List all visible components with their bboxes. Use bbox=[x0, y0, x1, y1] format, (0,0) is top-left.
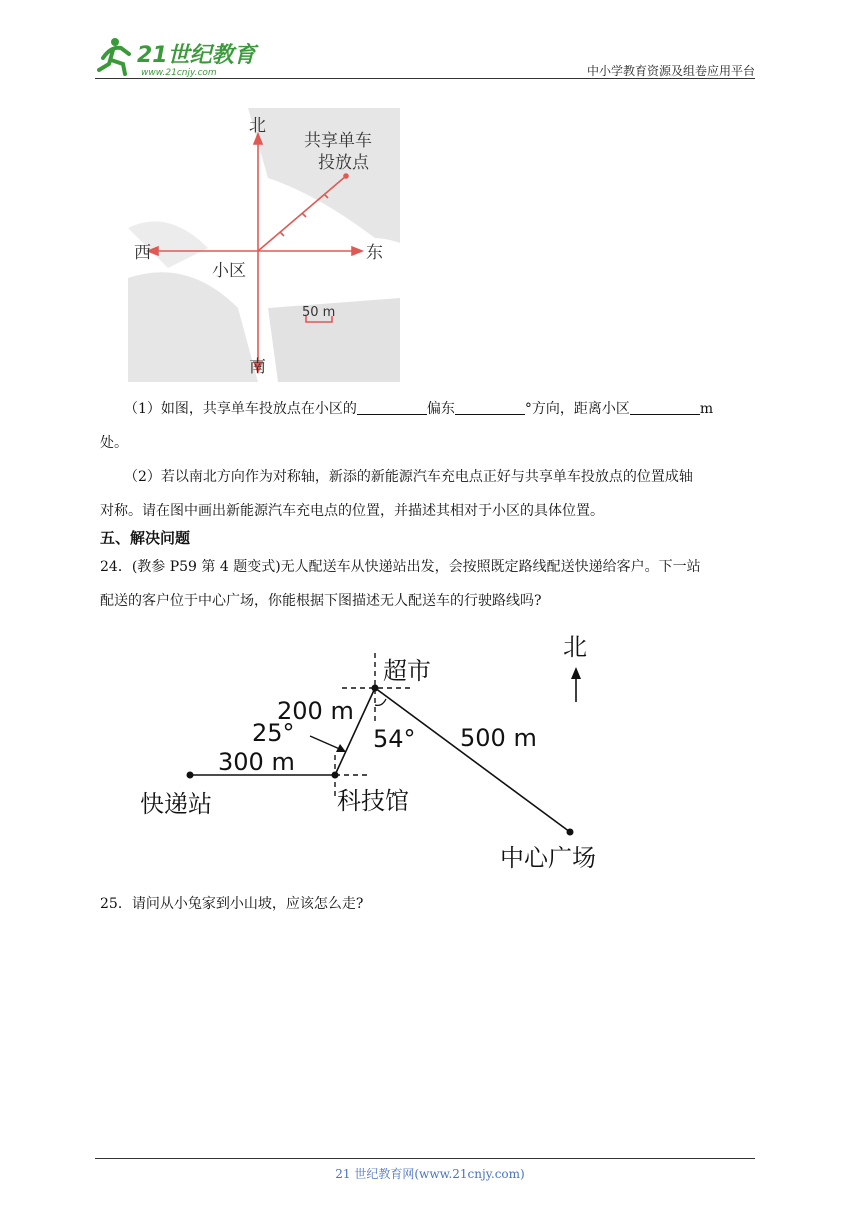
footer-link[interactable]: 21 世纪教育网(www.21cnjy.com) bbox=[335, 1167, 525, 1181]
point-plaza bbox=[567, 829, 574, 836]
figure-route-map bbox=[130, 625, 630, 875]
header-divider bbox=[95, 78, 755, 79]
label-center: 小区 bbox=[212, 261, 246, 281]
q25-text: 25．请问从小兔家到小山坡，应该怎么走? bbox=[100, 896, 364, 912]
label-plaza: 中心广场 bbox=[500, 844, 596, 872]
q24-line1: 24．(教参 P59 第 4 题变式)无人配送车从快递站出发，会按照既定路线配送快递给客户。下一站 bbox=[100, 559, 701, 575]
logo-sub-text: www.21cnjy.com bbox=[141, 68, 217, 78]
answer-blank-3[interactable] bbox=[630, 398, 700, 415]
label-north: 北 bbox=[563, 633, 587, 661]
header-platform-text: 中小学教育资源及组卷应用平台 bbox=[586, 64, 755, 78]
q23-part2-line1: （2）若以南北方向作为对称轴，新添的新能源汽车充电点正好与共享单车投放点的位置成轴 bbox=[124, 469, 693, 485]
logo bbox=[95, 34, 265, 78]
label-a1: 25° bbox=[252, 719, 295, 747]
label-d3: 500 m bbox=[460, 724, 537, 752]
label-d1: 300 m bbox=[218, 748, 295, 776]
q24-line2: 配送的客户位于中心广场，你能根据下图描述无人配送车的行驶路线吗? bbox=[100, 593, 542, 609]
label-express: 快递站 bbox=[140, 790, 212, 818]
label-east: 东 bbox=[366, 243, 383, 263]
label-south: 南 bbox=[249, 357, 266, 377]
label-scale: 50 m bbox=[302, 305, 336, 320]
footer-divider bbox=[95, 1158, 755, 1159]
answer-blank-2[interactable] bbox=[455, 398, 525, 415]
logo-main-text: 21世纪教育 bbox=[137, 43, 256, 68]
angle-pointer-25 bbox=[310, 736, 346, 752]
label-a2: 54° bbox=[373, 725, 416, 753]
label-market: 超市 bbox=[383, 657, 431, 685]
north-indicator-icon bbox=[571, 667, 581, 702]
label-target-line2: 投放点 bbox=[318, 153, 369, 173]
target-point bbox=[344, 174, 348, 178]
q23-part2-line2: 对称。请在图中画出新能源汽车充电点的位置，并描述其相对于小区的具体位置。 bbox=[100, 503, 604, 519]
page-header bbox=[95, 30, 755, 80]
label-north: 北 bbox=[249, 116, 266, 136]
point-market bbox=[372, 685, 379, 692]
point-express bbox=[187, 772, 194, 779]
point-tech bbox=[332, 772, 339, 779]
answer-blank-1[interactable] bbox=[357, 398, 427, 415]
label-west: 西 bbox=[134, 243, 151, 263]
angle-arc-54 bbox=[375, 699, 386, 705]
q23-part1: （1）如图，共享单车投放点在小区的 偏东 °方向，距离小区 m bbox=[100, 392, 760, 426]
label-tech: 科技馆 bbox=[337, 787, 409, 815]
section-title: 五、解决问题 bbox=[100, 529, 191, 547]
label-d2: 200 m bbox=[277, 697, 354, 725]
label-target-line1: 共享单车 bbox=[304, 131, 372, 151]
q23-part1-end: 处。 bbox=[100, 435, 128, 451]
figure-compass-map bbox=[128, 108, 400, 382]
runner-icon bbox=[99, 38, 129, 74]
